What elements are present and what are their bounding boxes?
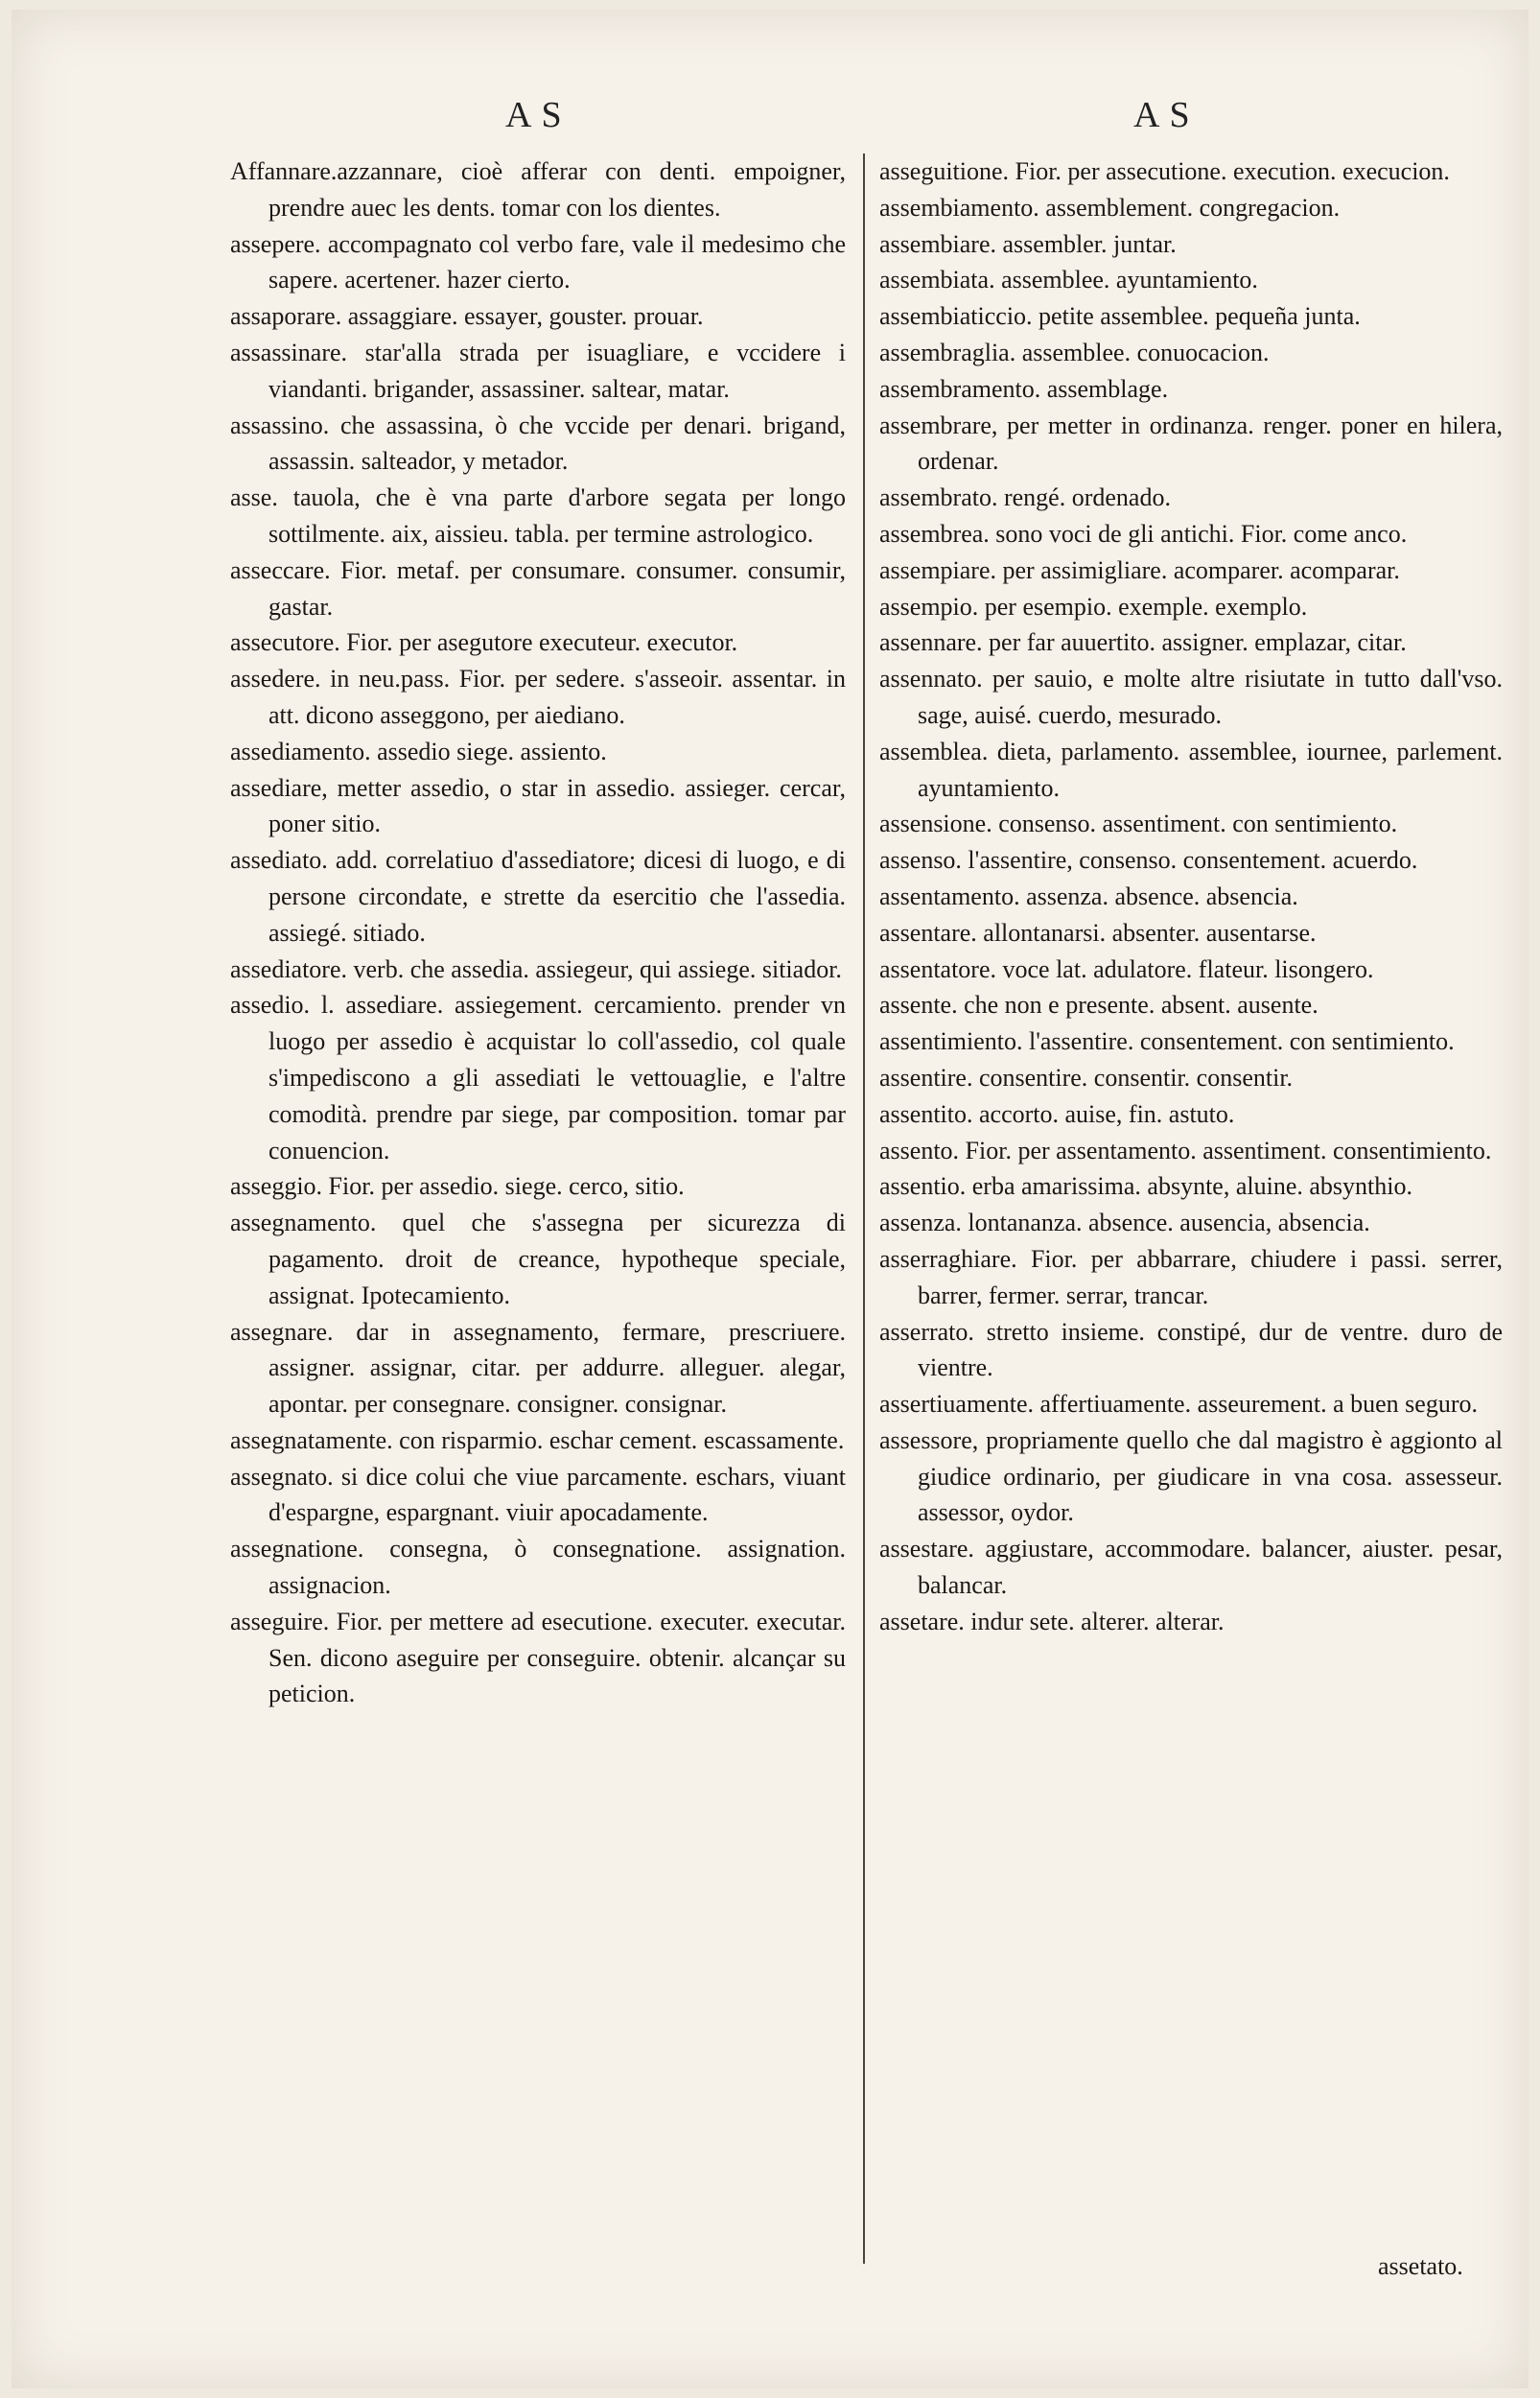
- dictionary-entry: asseccare. Fior. metaf. per consumare. consumer. consumir, gastar.: [230, 555, 846, 621]
- dictionary-entry: assento. Fior. per assentamento. assentiment. consentimiento.: [879, 1136, 1492, 1164]
- dictionary-entry: assestare. aggiustare, accommodare. balancer, aiuster. pesar, balancar.: [879, 1535, 1503, 1600]
- dictionary-entry: assempiare. per assimigliare. acomparer. acomparar.: [879, 555, 1400, 584]
- dictionary-entry: assessore, propriamente quello che dal magistro è aggionto al giudice ordinario, per giudicare in vna cosa. assesseur. assessor, oydor.: [879, 1425, 1503, 1527]
- dictionary-entry: assegnare. dar in assegnamento, fermare, prescriuere. assigner. assignar, citar. per addurre. alleguer. alegar, apontar. per consegnare. consigner. consignar.: [230, 1317, 846, 1419]
- dictionary-entry: assentamento. assenza. absence. absencia.: [879, 882, 1298, 910]
- dictionary-entry: asse. tauola, che è vna parte d'arbore segata per longo sottilmente. aix, aissieu. tabla. per termine astrologico.: [230, 483, 846, 548]
- dictionary-entry: assentatore. voce lat. adulatore. flateur. lisongero.: [879, 954, 1374, 983]
- right-column: [879, 153, 1503, 1640]
- dictionary-entry: assembramento. assemblage.: [879, 374, 1169, 403]
- running-header-left: AS: [505, 95, 572, 135]
- dictionary-entry: assembiamento. assemblement. congregacion.: [879, 193, 1341, 222]
- dictionary-entry: assembiaticcio. petite assemblee. pequeña junta.: [879, 302, 1361, 331]
- dictionary-entry: assegnatione. consegna, ò consegnatione. assignation. assignacion.: [230, 1535, 846, 1600]
- dictionary-entry: asserrato. stretto insieme. constipé, dur de ventre. duro de vientre.: [879, 1317, 1503, 1382]
- dictionary-entry: assentimiento. l'assentire. consentement. con sentimiento.: [879, 1027, 1455, 1056]
- dictionary-entry: assentio. erba amarissima. absynte, aluine. absynthio.: [879, 1172, 1412, 1201]
- dictionary-entry: asseguitione. Fior. per assecutione. execution. execucion.: [879, 157, 1450, 185]
- dictionary-entry: assediatore. verb. che assedia. assiegeur, qui assiege. sitiador.: [230, 954, 842, 983]
- dictionary-entry: asseguire. Fior. per mettere ad esecutione. executer. executar. Sen. dicono aseguire per conseguire. obtenir. alcançar su peticion.: [230, 1607, 846, 1708]
- dictionary-entry: assemblea. dieta, parlamento. assemblee, iournee, parlement. ayuntamiento.: [879, 737, 1503, 802]
- dictionary-entry: assentito. accorto. auise, fin. astuto.: [879, 1099, 1235, 1128]
- dictionary-entry: assembiare. assembler. juntar.: [879, 229, 1177, 258]
- dictionary-entry: assedere. in neu.pass. Fior. per sedere. s'asseoir. assentar. in att. dicono asseggono, per aiediano.: [230, 665, 846, 729]
- dictionary-entry: assegnatamente. con risparmio. eschar cement. escassamente.: [230, 1425, 845, 1454]
- dictionary-entry: assegnato. si dice colui che viue parcamente. eschars, viuant d'espargne, espargnant. viuir apocadamente.: [230, 1462, 846, 1527]
- dictionary-entry: assassinare. star'alla strada per isuagliare, e vccidere i viandanti. brigander, assassiner. saltear, matar.: [230, 338, 846, 403]
- dictionary-entry: assentare. allontanarsi. absenter. ausentarse.: [879, 918, 1317, 947]
- dictionary-entry: assediamento. assedio siege. assiento.: [230, 737, 607, 765]
- catchword: assetato.: [1378, 2252, 1463, 2280]
- dictionary-entry: assedio. l. assediare. assiegement. cercamiento. prender vn luogo per assedio è acquistar lo coll'assedio, col quale s'impediscono a gli assediati le vettouaglie, e l'altre comodità. prendre par siege, par composition. tomar par conuencion.: [230, 991, 846, 1164]
- dictionary-entry: assediare, metter assedio, o star in assedio. assieger. cercar, poner sitio.: [230, 773, 846, 838]
- running-header-right: AS: [1133, 95, 1200, 135]
- dictionary-entry: assegnamento. quel che s'assegna per sicurezza di pagamento. droit de creance, hypotheque speciale, assignat. Ipotecamiento.: [230, 1209, 846, 1309]
- dictionary-entry: assennare. per far auuertito. assigner. emplazar, citar.: [879, 628, 1407, 657]
- dictionary-entry: assecutore. Fior. per asegutore executeur. executor.: [230, 628, 738, 657]
- dictionary-entry: assepere. accompagnato col verbo fare, vale il medesimo che sapere. acertener. hazer cierto.: [230, 229, 846, 294]
- dictionary-entry: assassino. che assassina, ò che vccide per denari. brigand, assassin. salteador, y metador.: [230, 411, 846, 476]
- dictionary-page: [12, 10, 1528, 2388]
- dictionary-entry: assetare. indur sete. alterer. alterar.: [879, 1607, 1225, 1635]
- dictionary-entry: assembraglia. assemblee. conuocacion.: [879, 338, 1270, 366]
- dictionary-entry: assenso. l'assentire, consenso. consentement. acuerdo.: [879, 846, 1418, 875]
- dictionary-entry: assembrare, per metter in ordinanza. renger. poner en hilera, ordenar.: [879, 411, 1503, 476]
- dictionary-entry: assembrea. sono voci de gli antichi. Fior. come anco.: [879, 519, 1408, 548]
- dictionary-entry: assembiata. assemblee. ayuntamiento.: [879, 266, 1258, 294]
- dictionary-entry: assensione. consenso. assentiment. con sentimiento.: [879, 810, 1398, 838]
- dictionary-entry: Affannare.azzannare, cioè afferar con denti. empoigner, prendre auec les dents. tomar con los dientes.: [230, 157, 846, 222]
- dictionary-entry: assempio. per esempio. exemple. exemplo.: [879, 592, 1308, 621]
- dictionary-entry: assennato. per sauio, e molte altre risiutate in tutto dall'vso. sage, auisé. cuerdo, mesurado.: [879, 665, 1503, 729]
- dictionary-entry: assente. che non e presente. absent. ausente.: [879, 991, 1318, 1020]
- column-divider: [863, 153, 865, 2264]
- dictionary-entry: assertiuamente. affertiuamente. asseurement. a buen seguro.: [879, 1390, 1478, 1419]
- dictionary-entry: asseggio. Fior. per assedio. siege. cerco, sitio.: [230, 1172, 685, 1201]
- dictionary-entry: assediato. add. correlatiuo d'assediatore; dicesi di luogo, e di persone circondate, e strette da esercitio che l'assedia. assiegé. sitiado.: [230, 846, 846, 947]
- dictionary-entry: assembrato. rengé. ordenado.: [879, 483, 1171, 512]
- dictionary-entry: assenza. lontananza. absence. ausencia, absencia.: [879, 1209, 1370, 1237]
- dictionary-entry: assaporare. assaggiare. essayer, gouster. prouar.: [230, 302, 704, 331]
- dictionary-entry: assentire. consentire. consentir. consentir.: [879, 1063, 1294, 1092]
- dictionary-entry: asserraghiare. Fior. per abbarrare, chiudere i passi. serrer, barrer, fermer. serrar, trancar.: [879, 1244, 1503, 1309]
- left-column: [230, 153, 846, 1712]
